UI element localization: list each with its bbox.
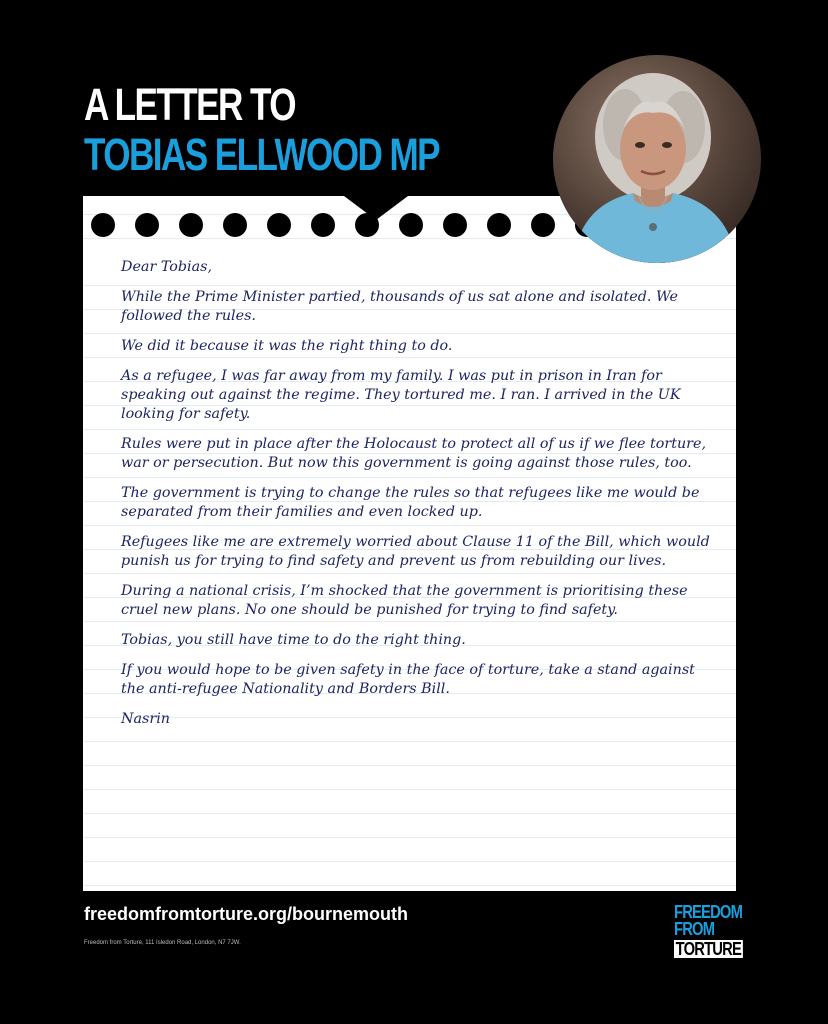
letter-paragraph: Refugees like me are extremely worried about Clause 11 of the Bill, which would punish us for trying to find safety and prevent us from rebuilding our lives. bbox=[121, 534, 710, 569]
letter-paragraph: During a national crisis, I’m shocked that the government is prioritising these cruel new plans. No one should be punished for trying to find safety. bbox=[121, 583, 688, 618]
binder-hole bbox=[179, 213, 203, 237]
portrait-illustration bbox=[553, 55, 761, 263]
letter-paragraph: If you would hope to be given safety in the face of torture, take a stand against the anti-refugee Nationality and Borders Bill. bbox=[121, 662, 695, 697]
portrait-photo bbox=[553, 55, 761, 263]
title-line-2: TOBIAS ELLWOOD MP bbox=[84, 129, 440, 180]
binder-hole bbox=[443, 213, 467, 237]
binder-hole bbox=[135, 213, 159, 237]
letter-paragraph: As a refugee, I was far away from my family. I was put in prison in Iran for speaking out against the regime. They tortured me. I ran. I arrived in the UK looking for safety. bbox=[121, 368, 681, 422]
binder-hole bbox=[91, 213, 115, 237]
freedom-from-torture-logo bbox=[674, 902, 743, 960]
letter-paragraph: Rules were put in place after the Holocaust to protect all of us if we flee torture, war or persecution. But now this government is going against those rules, too. bbox=[121, 436, 707, 471]
letter-signature: Nasrin bbox=[121, 711, 170, 727]
binder-hole bbox=[531, 213, 555, 237]
logo-line-3: TORTURE bbox=[675, 939, 741, 959]
letter-greeting: Dear Tobias, bbox=[121, 259, 212, 275]
letter-paragraph: Tobias, you still have time to do the right thing. bbox=[121, 632, 466, 648]
binder-hole bbox=[355, 213, 379, 237]
letter-paragraph: The government is trying to change the rules so that refugees like me would be separated from their families and even locked up. bbox=[121, 485, 700, 520]
footer-url[interactable]: freedomfromtorture.org/bournemouth bbox=[84, 904, 408, 924]
binder-hole bbox=[311, 213, 335, 237]
logo-line-2: FROM bbox=[674, 919, 715, 939]
binder-hole bbox=[487, 213, 511, 237]
binder-hole bbox=[267, 213, 291, 237]
binder-hole bbox=[399, 213, 423, 237]
letter-paragraph: While the Prime Minister partied, thousands of us sat alone and isolated. We followed the rules. bbox=[121, 289, 678, 324]
binder-hole bbox=[223, 213, 247, 237]
logo-line-1: FREEDOM bbox=[674, 902, 743, 922]
title-line-1: A LETTER TO bbox=[84, 79, 295, 130]
handwritten-letter bbox=[121, 258, 711, 740]
footer-address: Freedom from Torture, 111 Isledon Road, London, N7 7JW. bbox=[84, 940, 241, 946]
letter-paragraph: We did it because it was the right thing to do. bbox=[121, 338, 453, 354]
